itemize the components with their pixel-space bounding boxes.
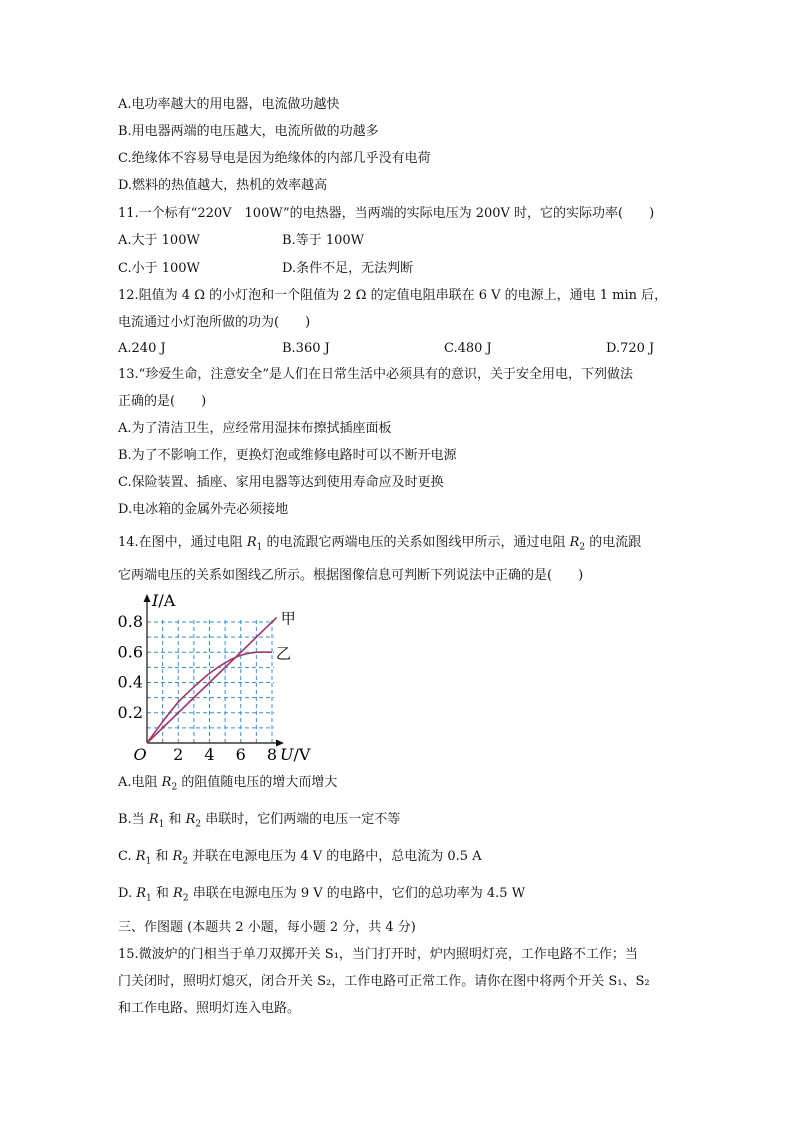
q15-line3: 和工作电路、照明灯连入电路。 [118, 1001, 301, 1016]
x-axis-label: U/V [280, 745, 311, 764]
q11-option-b: B.等于 100W [282, 233, 364, 248]
y-tick-label: 0.4 [117, 672, 143, 692]
section-3-heading: 三、作图题 (本题共 2 小题，每小题 2 分，共 4 分) [118, 920, 416, 935]
q13-option-a: A.为了清洁卫生，应经常用湿抹布擦拭插座面板 [118, 421, 392, 436]
q14-option-b: B.当 $R_1$ 和 $R_2$ 串联时，它们两端的电压一定不等 [118, 812, 401, 830]
q13-option-b: B.为了不影响工作，更换灯泡或维修电路时可以不断开电源 [118, 448, 457, 463]
y-axis-arrow [144, 594, 151, 602]
q13-option-d: D.电冰箱的金属外壳必须接地 [118, 502, 289, 517]
series [147, 609, 296, 743]
iu-graph [110, 588, 330, 768]
y-tick-label: 0.8 [117, 612, 143, 631]
q12-stem-line1: 12.阻值为 4 Ω 的小灯泡和一个阻值为 2 Ω 的定值电阻串联在 6 V 的电源上，通电 1 min 后， [118, 288, 668, 303]
q10-option-d: D.燃料的热值越大，热机的效率越高 [118, 178, 328, 193]
y-tick-label: 0.6 [117, 642, 143, 662]
q13-option-c: C.保险装置、插座、家用电器等达到使用寿命应及时更换 [118, 475, 444, 490]
q12-stem-line2: 电流通过小灯泡所做的功为( ) [118, 315, 311, 330]
q12-option-c: C.480 J [444, 341, 492, 356]
q10-option-b: B.用电器两端的电压越大，电流所做的功越多 [118, 124, 379, 139]
q11-option-d: D.条件不足，无法判断 [282, 261, 414, 276]
q13-stem-line2: 正确的是( ) [118, 394, 207, 409]
q10-option-a: A.电功率越大的用电器，电流做功越快 [118, 97, 340, 112]
origin-label: O [133, 745, 147, 764]
q13-stem-line1: 13.“珍爱生命，注意安全”是人们在日常生活中必须具有的意识，关于安全用电，下列做法 [118, 367, 633, 382]
q12-option-b: B.360 J [282, 341, 330, 356]
series-label-jia: 甲 [280, 609, 296, 628]
q14-option-d: D. $R_1$ 和 $R_2$ 串联在电源电压为 9 V 的电路中，它们的总功率为 4.5 W [118, 886, 526, 904]
q14-option-a: A.电阻 $R_2$ 的阻值随电压的增大而增大 [118, 775, 338, 793]
q10-option-c: C.绝缘体不容易导电是因为绝缘体的内部几乎没有电荷 [118, 151, 431, 166]
y-axis-label: I/A [152, 591, 176, 610]
series-label-yi: 乙 [276, 644, 292, 663]
x-tick-label: 6 [235, 745, 246, 764]
r1-symbol: R [246, 535, 257, 550]
tick-labels [118, 612, 278, 764]
q14-stem-line2: 它两端电压的关系如图线乙所示。根据图像信息可判断下列说法中正确的是( ) [118, 568, 584, 583]
q11-stem: 11.一个标有“220V 100W”的电热器，当两端的实际电压为 200V 时，它的实际功率( ) [118, 206, 655, 221]
q14-stem-line1: 14.在图中，通过电阻 $R_1$ 的电流跟它两端电压的关系如图线甲所示，通过电阻 $R_2$ 的电流跟 [118, 535, 642, 553]
r2-symbol: R [569, 535, 580, 550]
series-line-jia [147, 617, 277, 743]
q12-option-d: D.720 J [606, 341, 655, 356]
q15-line2: 门关闭时，照明灯熄灭，闭合开关 S₂，工作电路可正常工作。请你在图中将两个开关 S₁、S₂ [118, 974, 650, 989]
y-tick-label: 0.2 [117, 702, 143, 722]
q12-option-a: A.240 J [118, 341, 166, 356]
x-tick-label: 4 [204, 745, 215, 764]
q15-line1: 15.微波炉的门相当于单刀双掷开关 S₁，当门打开时，炉内照明灯亮，工作电路不工作；当 [118, 947, 638, 962]
q11-option-a: A.大于 100W [118, 233, 200, 248]
q11-option-c: C.小于 100W [118, 261, 200, 276]
x-tick-label: 8 [266, 745, 278, 764]
x-tick-label: 2 [173, 745, 184, 764]
q14-option-c: C. $R_1$ 和 $R_2$ 并联在电源电压为 4 V 的电路中，总电流为 0.5 A [118, 849, 482, 867]
